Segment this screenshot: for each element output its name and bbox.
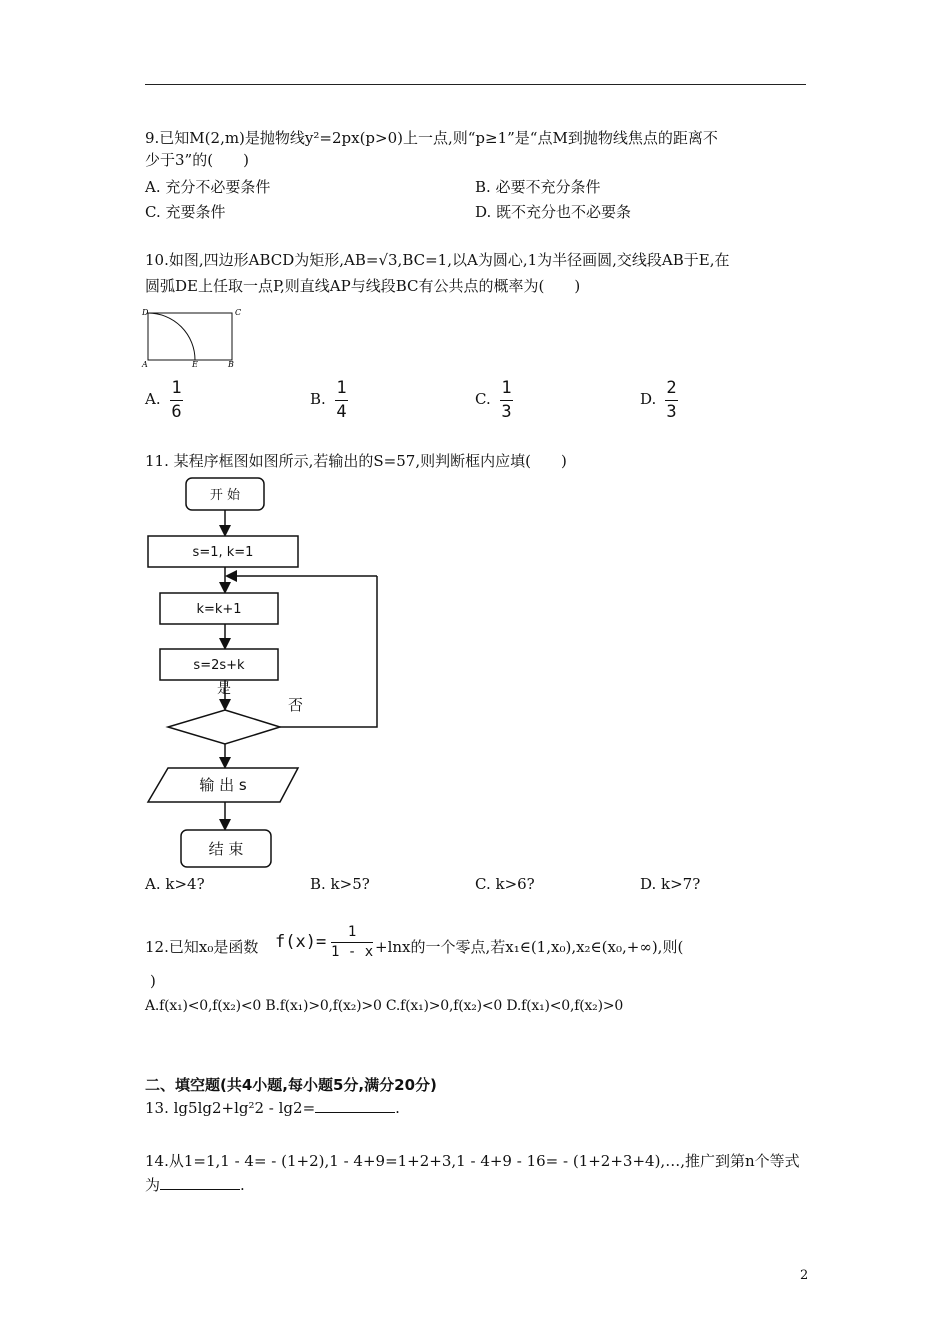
fig-label-c: C [235,308,242,317]
flow-step1-text: k=k+1 [196,602,242,617]
q12-line2: ) [150,972,156,990]
q12-post: +lnx的一个零点,若x₁∈(1,x₀),x₂∈(x₀,+∞),则( [375,938,684,956]
fig-label-b: B [228,360,234,369]
q14-answer-blank [160,1175,240,1190]
flow-end-text: 结 束 [208,840,244,858]
q11-line1: 11. 某程序框图如图所示,若输出的S=57,则判断框内应填( ) [145,452,567,470]
flow-output-text: 输 出 s [199,776,247,794]
q9-option-d: D. 既不充分也不必要条 [475,203,632,221]
q11-option-b: B. k>5? [310,875,370,893]
q10-option-d-fraction: 2 3 [666,378,677,422]
q9-line1: 9.已知M(2,m)是抛物线y²=2px(p>0)上一点,则“p≥1”是“点M到抛物线焦点的距离不 [145,129,718,147]
fig-label-d: D [142,308,149,317]
q9-option-b: B. 必要不充分条件 [475,178,601,196]
q12-fx: f(x)= [275,932,327,952]
q9-line2: 少于3”的( ) [145,151,249,169]
section2-title: 二、填空题(共4小题,每小题5分,满分20分) [145,1076,437,1094]
q13 [145,1098,400,1117]
q14-line2-end: . [240,1176,245,1194]
fig-label-a: A [142,360,148,369]
q14-line2-pre: 为 [145,1176,161,1194]
q10-option-a-label: A. [145,390,161,408]
header-rule [145,84,806,85]
page-number: 2 [800,1268,809,1283]
q10-option-a-fraction: 1 6 [171,378,182,422]
q11-flowchart [140,470,390,875]
q10-option-d-label: D. [640,390,657,408]
fig-label-e: E [192,360,198,369]
q10-option-b-label: B. [310,390,326,408]
q13-answer-blank [315,1098,395,1113]
q10-option-c-fraction: 1 3 [501,378,512,422]
q11-option-d: D. k>7? [640,875,701,893]
q10-option-c-label: C. [475,390,491,408]
q9-option-c: C. 充要条件 [145,203,226,221]
flow-no-label: 否 [288,696,304,714]
q10-option-b-fraction: 1 4 [336,378,347,422]
q10-line1: 10.如图,四边形ABCD为矩形,AB=√3,BC=1,以A为圆心,1为半径画圆,交线段AB于E,在 [145,251,730,269]
q10-line2: 圆弧DE上任取一点P,则直线AP与线段BC有公共点的概率为( ) [145,277,581,295]
q9-option-a: A. 充分不必要条件 [145,178,271,196]
flow-step2-text: s=2s+k [193,658,245,673]
flow-start-text: 开 始 [209,488,241,503]
flow-yes-label: 是 [217,681,231,697]
q14-line1: 14.从1=1,1 - 4= - (1+2),1 - 4+9=1+2+3,1 - 4+9 - 16= - (1+2+3+4),…,推广到第n个等式 [145,1152,800,1170]
q10-rectangle-figure [140,305,250,370]
q12-pre: 12.已知x₀是函数 [145,938,259,956]
flow-decision-diamond [168,710,280,744]
q12-options: A.f(x₁)<0,f(x₂)<0 B.f(x₁)>0,f(x₂)>0 C.f(x₁)>0,f(x₂)<0 D.f(x₁)<0,f(x₂)>0 [145,998,624,1014]
q12-fraction: 1 1 - x [331,924,374,960]
q13-end: . [395,1099,400,1117]
flow-init-text: s=1, k=1 [192,545,254,560]
q14-line2 [145,1174,245,1195]
q11-option-c: C. k>6? [475,875,535,893]
q11-option-a: A. k>4? [145,875,205,893]
q13-text: 13. lg5lg2+lg²2 - lg2= [145,1099,316,1117]
